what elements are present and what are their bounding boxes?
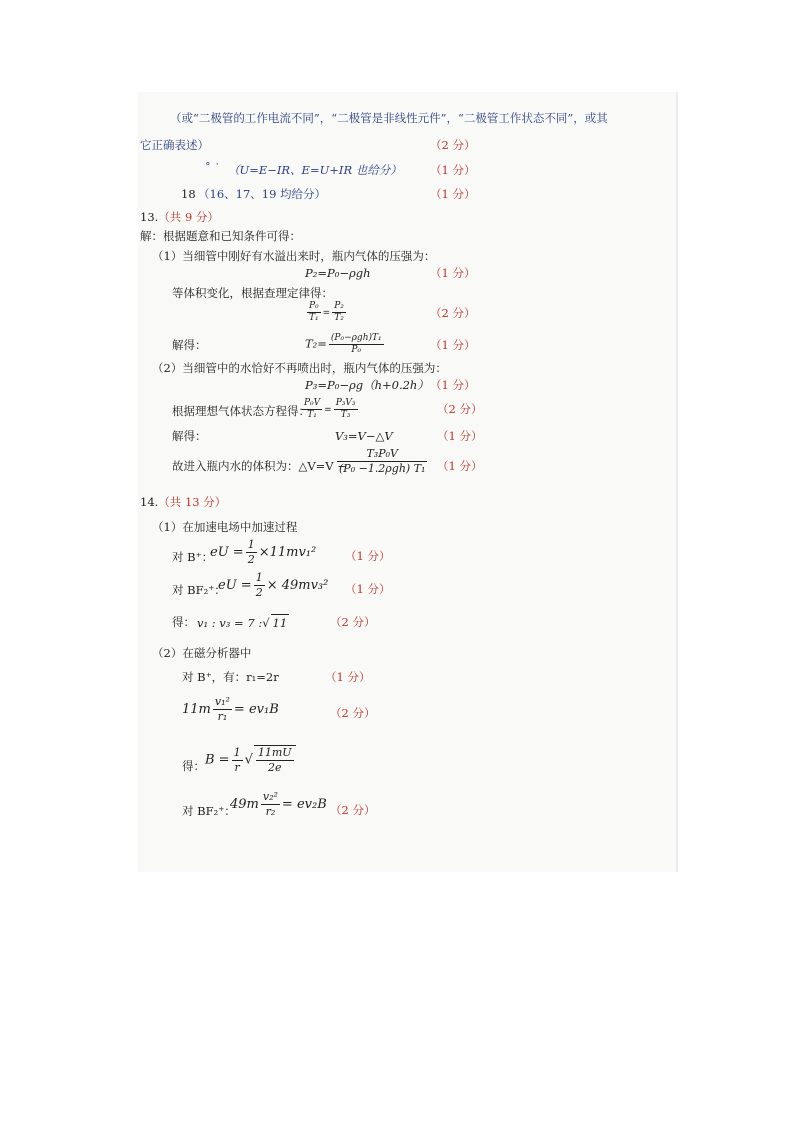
scan-marks: ˚ ˙ xyxy=(205,161,221,175)
answer-line-3: （U=E−IR、E=U+IR 也给分） xyxy=(228,163,402,177)
label-bf2-plus: 对 BF₂⁺： xyxy=(182,804,236,818)
equation-b-energy: eU = $\frac{1}{2}$ ×11mv₁² xyxy=(210,538,317,566)
result-label: 得： xyxy=(172,615,195,629)
solution-intro: 解：根据题意和已知条件可得： xyxy=(140,229,301,243)
score-badge: （1 分） xyxy=(430,163,476,177)
fraction: $\frac{1}{2}$ xyxy=(247,538,255,566)
fraction: $\frac{\text{P₂}}{\text{T₂}}$ xyxy=(334,301,344,323)
score-badge: （1 分） xyxy=(437,429,483,443)
question-number: 14. xyxy=(140,495,159,509)
question-total-score: （共 13 分） xyxy=(158,495,227,509)
label-bf2-plus: 对 BF₂⁺： xyxy=(172,583,226,597)
part-2-text: （2）在磁分析器中 xyxy=(152,646,252,660)
question-total-score: （共 9 分） xyxy=(158,210,219,224)
ideal-gas-text: 根据理想气体状态方程得： xyxy=(172,404,310,418)
score-badge: （1 分） xyxy=(430,266,476,280)
equation-p3: P₃=P₀−ρg（h+0.2h） xyxy=(305,378,429,392)
fraction: $\frac{\text{P₀}}{\text{T₁}}$ xyxy=(309,301,319,323)
score-badge: （2 分） xyxy=(330,803,376,817)
answer-line-2: 它正确表述） xyxy=(140,138,209,152)
part-2-text: （2）当细管中的水恰好不再喷出时，瓶内气体的压强为： xyxy=(152,361,447,375)
equation-magnetic-field: B = $\frac{1}{r}$ √ $\frac{11mU}{2e}$ xyxy=(205,745,296,775)
fraction: $\frac{\text{T₃P₀V}}{\text{(P₀ −1.2ρgh) T₁}}$ xyxy=(339,447,426,475)
radius-relation: 对 B⁺，有：r₁=2r xyxy=(182,670,279,684)
score-badge: （1 分） xyxy=(430,338,476,352)
score-badge: （2 分） xyxy=(430,306,476,320)
part-1-text: （1）当细管中刚好有水溢出来时，瓶内气体的压强为： xyxy=(152,249,436,263)
score-badge: （1 分） xyxy=(437,459,483,473)
equation-v3: V₃=V−△V xyxy=(335,429,393,443)
equation-delta-v xyxy=(335,447,429,476)
delta-v-text: 故进入瓶内水的体积为：△V=V − xyxy=(172,459,347,473)
solve-label: 解得： xyxy=(172,429,207,443)
fraction: $\frac{1}{r}$ xyxy=(233,745,241,774)
square-root: $\frac{11mU}{2e}$ xyxy=(254,745,296,775)
result-label: 得： xyxy=(182,759,205,773)
equation-velocity-ratio: v₁ : v₃ = 7 :√ 11 xyxy=(197,616,288,630)
question-number: 13. xyxy=(140,210,159,224)
fraction: $\frac{\text{P₀V}}{\text{T₁}}$ xyxy=(304,398,321,420)
fraction: $\frac{\text{v₂²}}{\text{r₂}}$ xyxy=(262,790,278,818)
score-badge: （2 分） xyxy=(330,706,376,720)
answer-line-4: （16、17、19 均给分） xyxy=(198,187,327,201)
fraction: $\frac{\text{(P₀−ρgh)T₁}}{\text{P₀}}$ xyxy=(330,333,382,355)
score-badge: （1 分） xyxy=(325,670,371,684)
charles-law-text: 等体积变化，根据查理定律得： xyxy=(172,286,333,300)
equation-p2: P₂=P₀−ρgh xyxy=(305,266,371,280)
answer-line-1: （或“二极管的工作电流不同”，“二极管是非线性元件”，“二极管工作状态不同”，或其 xyxy=(170,111,608,125)
question-13-heading xyxy=(140,209,219,225)
square-root: 11 xyxy=(272,616,288,630)
equation-bf2-magnetic: 49m $\frac{\text{v₂²}}{\text{r₂}}$ = ev₂B xyxy=(230,790,327,818)
equation-b-magnetic: 11m $\frac{\text{v₁²}}{\text{r₁}}$ = ev₁B xyxy=(182,695,279,723)
score-badge: （2 分） xyxy=(430,138,476,152)
fraction: $\frac{\text{v₁²}}{\text{r₁}}$ xyxy=(214,695,230,723)
score-badge: （2 分） xyxy=(437,402,483,416)
score-badge: （1 分） xyxy=(430,187,476,201)
fraction: $\frac{\text{P₃V₃}}{\text{T₃}}$ xyxy=(335,398,356,420)
equation-charles: $\frac{\text{P₀}}{\text{T₁}}$ = $\frac{\text{P₂}}{\text{T₂}}$ xyxy=(309,301,344,323)
score-badge: （1 分） xyxy=(345,582,391,596)
label-b-plus: 对 B⁺： xyxy=(172,550,214,564)
question-14-heading xyxy=(140,494,226,510)
scan-edge xyxy=(676,92,678,872)
fraction: $\frac{1}{2}$ xyxy=(255,571,263,599)
solve-label: 解得： xyxy=(172,338,207,352)
answer-number-18: 18 xyxy=(181,187,196,201)
equation-ideal-gas: $\frac{\text{P₀V}}{\text{T₁}}$ = $\frac{\text{P₃V₃}}{\text{T₃}}$ xyxy=(304,398,356,420)
score-badge: （2 分） xyxy=(330,615,376,629)
equation-t2: T₂= $\frac{\text{(P₀−ρgh)T₁}}{\text{P₀}}$ xyxy=(305,333,382,355)
equation-bf2-energy: eU = $\frac{1}{2}$ × 49mv₃² xyxy=(218,571,329,599)
score-badge: （1 分） xyxy=(345,549,391,563)
score-badge: （1 分） xyxy=(430,378,476,392)
part-1-text: （1）在加速电场中加速过程 xyxy=(152,520,298,534)
